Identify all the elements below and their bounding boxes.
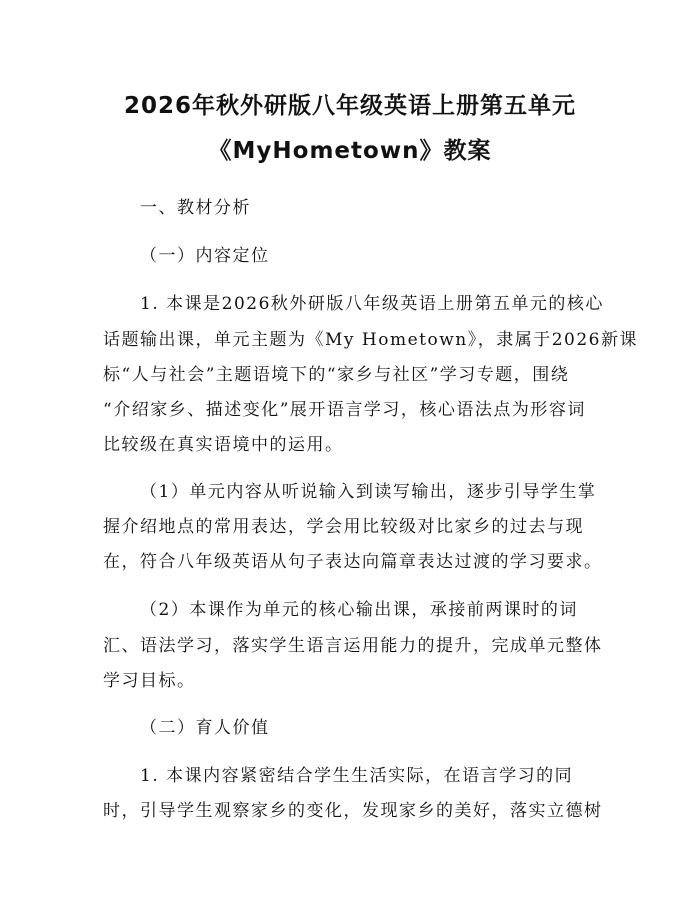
document-title-line-1: 2026年秋外研版八年级英语上册第五单元 [123, 93, 576, 119]
paragraph-line: 汇、语法学习，落实学生语言运用能力的提升，完成单元整体 [103, 636, 603, 656]
paragraph-line: （2）本课作为单元的核心输出课，承接前两课时的词 [140, 600, 578, 620]
paragraph-line: 握介绍地点的常用表达，学会用比较级对比家乡的过去与现 [103, 517, 584, 537]
paragraph-line: 时，引导学生观察家乡的变化，发现家乡的美好，落实立德树 [103, 801, 603, 821]
section-heading-textbook-analysis: 一、教材分析 [140, 198, 251, 218]
document-title-line-2: 《MyHometown》教案 [208, 138, 492, 164]
paragraph-line: 在，符合八年级英语从句子表达向篇章表达过渡的学习要求。 [103, 552, 603, 572]
paragraph-line: “介绍家乡、描述变化”展开语言学习，核心语法点为形容词 [103, 400, 586, 420]
paragraph-line: 1. 本课内容紧密结合学生生活实际，在语言学习的同 [140, 766, 574, 786]
paragraph-line: 话题输出课，单元主题为《My Hometown》，隶属于2026新课 [103, 330, 638, 350]
paragraph-line: （1）单元内容从听说输入到读写输出，逐步引导学生掌 [140, 482, 597, 502]
paragraph-line: 比较级在真实语境中的运用。 [103, 435, 344, 455]
subsection-heading-educational-value: （二）育人价值 [140, 718, 270, 738]
subsection-heading-content-positioning: （一）内容定位 [140, 246, 270, 266]
paragraph-line: 1. 本课是2026秋外研版八年级英语上册第五单元的核心 [140, 294, 604, 314]
paragraph-line: 学习目标。 [103, 671, 196, 691]
paragraph-line: 标“人与社会”主题语境下的“家乡与社区”学习专题，围绕 [103, 365, 570, 385]
